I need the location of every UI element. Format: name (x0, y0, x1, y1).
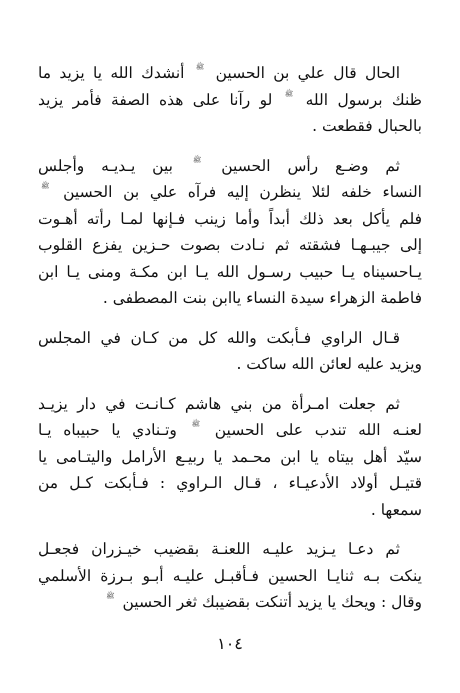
text-run: بالحبال فقطعت . (312, 117, 422, 135)
page-body (38, 60, 422, 629)
text-run: إلى جيبـهـا فشقته ثم نـادت بصوت حـزين يفزع القلوب (38, 236, 422, 254)
text-line (38, 153, 422, 180)
honorific-mark: ﷺ (284, 89, 294, 98)
text-run: النساء خلفه لئلا ينظرن إليه فرآه علي بن الحسين (63, 183, 422, 201)
text-line (38, 589, 422, 616)
text-run: فلم يأكل بعد ذلك أبداً وأما زينب فـإنها لمـا رأته أهـوت (38, 209, 422, 228)
text-run: أنشدك الله يا يزيد ما (38, 64, 185, 82)
text-run: قتيـل أولاد الأدعيـاء ، قـال الـراوي : فـأبكت كـل من (38, 474, 422, 492)
text-run: الحال قال علي بن الحسين (215, 64, 401, 82)
paragraph (38, 60, 422, 140)
text-line (38, 444, 422, 471)
paragraph (38, 536, 422, 616)
text-run: ينكت بـه ثنايـا الحسين فـأقبـل عليـه أبـو بـرزة الأسلمي (38, 566, 422, 585)
text-run: ويزيد عليه لعائن الله ساكت . (236, 355, 422, 373)
text-line (38, 87, 422, 114)
text-line (38, 470, 422, 497)
text-line (38, 60, 422, 87)
text-line (38, 391, 422, 418)
text-run: فاطمة الزهراء سيدة النساء ياابن بنت المصطفى . (102, 289, 422, 307)
text-line (38, 179, 422, 206)
text-run: ثم جعلت امـرأة من بني هاشم كـانـت في دار يزيـد (38, 394, 400, 413)
text-run: بين يـديـه وأجلس (38, 156, 173, 175)
text-line (38, 536, 422, 563)
paragraph (38, 153, 422, 312)
text-run: سيّد أهل بيتاه يا ابن محـمد يا ربيـع الأرامل واليتـامى يا (38, 447, 422, 466)
honorific-mark: ﷺ (191, 420, 201, 428)
honorific-mark: ﷺ (41, 182, 50, 190)
paragraph (38, 325, 422, 378)
text-run: لعنـه الله تندب على الحسين (214, 421, 422, 439)
text-run: لو رآنا على هذه الصفة فأمر يزيد (38, 90, 273, 109)
text-run: ثم وضـع رأس الحسين (221, 156, 400, 175)
text-line (38, 417, 422, 444)
text-line (38, 497, 422, 524)
text-run: ثم دعـا يـزيد عليـه اللعنـة بقضيب خيـزران فجعـل (38, 540, 400, 558)
text-run: يـاحسيناه يـا حبيب رسـول الله يـا ابن مكـة ومنى يـا ابن (38, 262, 422, 281)
text-run: ظنك برسول الله (305, 90, 422, 109)
text-run: سمعها . (370, 500, 422, 519)
text-run: وتـنادي يا حبيباه يـا (38, 421, 177, 439)
page-number: ١٠٤ (217, 634, 243, 653)
text-run: وقال : ويحك يا يزيد أتنكت بقضيبك ثغر الحسين (122, 593, 422, 611)
text-line (38, 259, 422, 286)
text-line (38, 206, 422, 233)
text-line (38, 325, 422, 352)
text-line (38, 285, 422, 312)
text-line (38, 113, 422, 140)
honorific-mark: ﷺ (195, 63, 205, 71)
text-line (38, 563, 422, 590)
text-run: قـال الراوي فـأبكت والله كل من كـان في المجلس (38, 328, 400, 347)
paragraph (38, 391, 422, 524)
honorific-mark: ﷺ (106, 592, 115, 600)
text-line (38, 351, 422, 378)
honorific-mark: ﷺ (192, 155, 202, 164)
text-line (38, 232, 422, 259)
